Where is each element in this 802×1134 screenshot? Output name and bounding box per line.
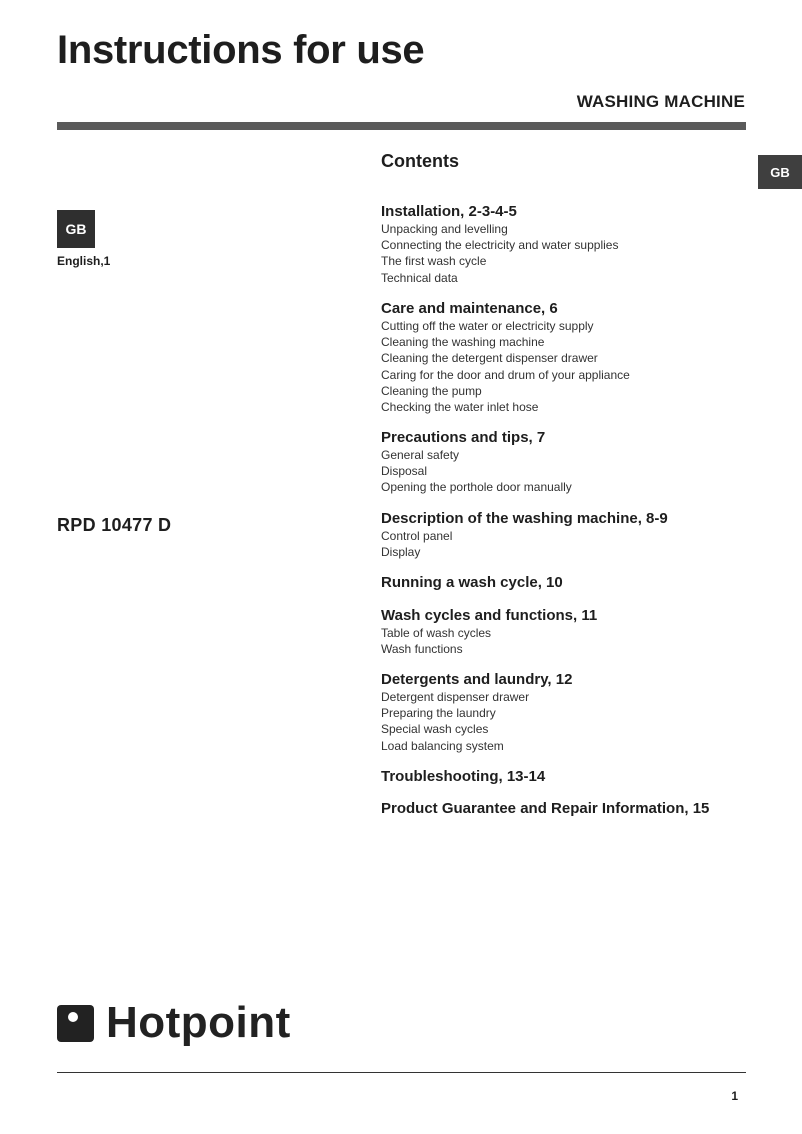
toc-section-care	[381, 300, 630, 415]
footer-rule	[57, 1072, 746, 1073]
contents-heading: Contents	[381, 151, 459, 171]
toc-item: Opening the porthole door manually	[381, 480, 572, 495]
brand-logo	[57, 998, 291, 1048]
toc-item: General safety	[381, 448, 460, 462]
toc-section-detergents	[381, 671, 572, 754]
toc-item: Caring for the door and drum of your appliance	[381, 367, 630, 382]
toc-item: Technical data	[381, 270, 458, 285]
toc-section-guarantee	[381, 800, 709, 818]
toc-item: Preparing the laundry	[381, 706, 496, 721]
toc-item: Cleaning the detergent dispenser drawer	[381, 351, 598, 366]
toc-section-precautions	[381, 429, 572, 496]
toc-section-title: Troubleshooting, 13-14	[381, 768, 546, 785]
model-number: RPD 10477 D	[57, 515, 172, 535]
brand-name: Hotpoint	[106, 998, 291, 1047]
toc-item: Load balancing system	[381, 738, 504, 753]
toc-item: Cleaning the pump	[381, 383, 482, 398]
toc-item: Control panel	[381, 529, 453, 543]
toc-section-running	[381, 574, 563, 592]
toc-section-title: Installation, 2-3-4-5	[381, 203, 517, 220]
language-code-badge: GB	[57, 210, 95, 248]
toc-item: Table of wash cycles	[381, 626, 492, 640]
toc-item: Cutting off the water or electricity supply	[381, 319, 594, 333]
toc-section-wash-cycles	[381, 607, 597, 657]
toc-item: Connecting the electricity and water supplies	[381, 238, 619, 253]
toc-item: The first wash cycle	[381, 254, 487, 269]
hotpoint-logo-icon	[57, 1005, 94, 1042]
toc-section-description	[381, 510, 668, 560]
toc-section-title: Detergents and laundry, 12	[381, 671, 573, 688]
toc-item: Special wash cycles	[381, 722, 489, 737]
toc-item: Detergent dispenser drawer	[381, 690, 530, 704]
toc-section-installation	[381, 203, 618, 286]
toc-section-title: Description of the washing machine, 8-9	[381, 510, 668, 527]
page-title: Instructions for use	[57, 28, 425, 72]
language-label: English,1	[57, 254, 111, 268]
toc-section-title: Precautions and tips, 7	[381, 429, 546, 446]
language-side-tab: GB	[758, 155, 802, 189]
toc-section-title: Care and maintenance, 6	[381, 300, 558, 317]
toc-item: Checking the water inlet hose	[381, 400, 539, 415]
toc-item: Cleaning the washing machine	[381, 335, 545, 350]
toc-section-troubleshooting	[381, 768, 545, 786]
toc-section-title: Wash cycles and functions, 11	[381, 607, 598, 624]
header-rule	[57, 122, 746, 130]
document-subtitle: WASHING MACHINE	[576, 92, 745, 111]
toc-item: Disposal	[381, 464, 428, 479]
toc-item: Unpacking and levelling	[381, 222, 508, 236]
toc-item: Wash functions	[381, 642, 463, 657]
toc-section-title: Product Guarantee and Repair Information, 15	[381, 800, 710, 817]
page-number: 1	[731, 1089, 738, 1103]
toc-item: Display	[381, 545, 421, 560]
toc-section-title: Running a wash cycle, 10	[381, 574, 563, 591]
